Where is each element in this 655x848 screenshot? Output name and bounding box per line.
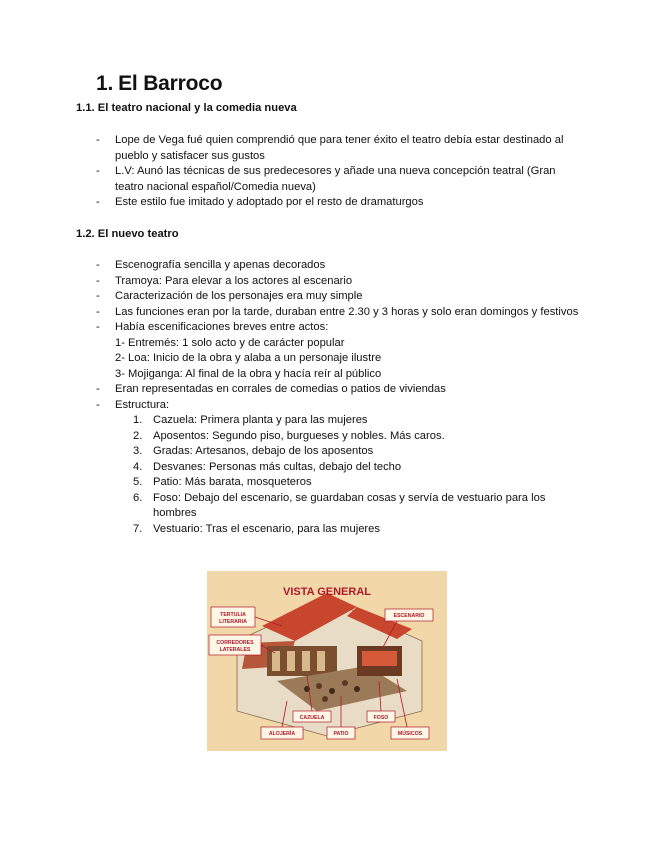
structure-item: 4. Desvanes: Personas más cultas, debajo del techo — [133, 460, 402, 473]
figure-title: VISTA GENERAL — [282, 586, 372, 598]
section-2-list — [96, 258, 586, 537]
section-2-title: 1.2. El nuevo teatro — [76, 228, 179, 240]
label-escenario: ESCENARIO — [393, 613, 425, 619]
structure-item: 3. Gradas: Artesanos, debajo de los aposentos — [133, 445, 374, 457]
label-alojeria: ALOJERÍA — [268, 731, 296, 737]
title-number: 1. — [96, 72, 114, 95]
list-item: - Las funciones eran por la tarde, duraban entre 2.30 y 3 horas y solo eran domingos y festivos — [96, 305, 579, 318]
list-item: - Estructura: 1. Cazuela: Primera planta y para las mujeres 2. Aposentos: Segundo piso, burgueses y nobles. Más caros. 3. Gradas: Artesanos, debajo de los aposentos 4. Desvanes: Personas más cultas, debajo del techo 5. Patio: Más barata, mosqueteros 6. Foso: Debajo del escenario, se guardaban cosas y servía de vestuario para los hombres 7. Vestuario: Tras el escenario, para las mujeres — [96, 398, 586, 538]
structure-item: 2. Aposentos: Segundo piso, burgueses y nobles. Más caros. — [133, 429, 445, 442]
list-item: - Escenografía sencilla y apenas decorados — [96, 259, 326, 271]
label-corredores-1: CORREDORES — [216, 640, 254, 646]
list-item: - Eran representadas en corrales de comedias o patios de viviendas — [96, 383, 446, 395]
label-foso: FOSO — [373, 715, 389, 721]
structure-item: 7. Vestuario: Tras el escenario, para las mujeres — [133, 522, 380, 535]
label-tertulia-2: LITERARIA — [219, 619, 247, 625]
structure-item: 1. Cazuela: Primera planta y para las mujeres — [133, 414, 368, 426]
label-patio: PATIO — [333, 731, 349, 737]
list-item: - Lope de Vega fué quien comprendió que para tener éxito el teatro debía estar destinado al pueblo y satisfacer sus gustos — [96, 134, 564, 162]
corral-illustration-svg — [207, 571, 447, 751]
list-item: - Este estilo fue imitado y adoptado por el resto de dramaturgos — [96, 196, 424, 208]
label-corredores-2: LATERALES — [219, 647, 251, 653]
act-loa: 2- Loa: Inicio de la obra y alaba a un personaje ilustre — [115, 352, 382, 364]
label-tertulia-1: TERTULIA — [220, 612, 246, 618]
act-mojiganga: 3- Mojiganga: Al final de la obra y hacía reír al público — [115, 367, 382, 380]
label-cazuela: CAZUELA — [299, 715, 325, 721]
list-item: - Caracterización de los personajes era muy simple — [96, 290, 363, 302]
list-item: - Había escenificaciones breves entre actos: 1- Entremés: 1 solo acto y de carácter popular 2- Loa: Inicio de la obra y alaba a un personaje ilustre 3- Mojiganga: Al final de la obra y hacía reír al público — [96, 320, 586, 382]
label-musicos: MÚSICOS — [397, 731, 423, 737]
corral-illustration — [207, 571, 447, 751]
structure-list — [115, 413, 586, 537]
list-item: - Tramoya: Para elevar a los actores al escenario — [96, 274, 353, 287]
list-item: - L.V: Aunó las técnicas de sus predecesores y añade una nueva concepción teatral (Gran teatro nacional español/Comedia nueva) — [96, 165, 556, 193]
page-title — [96, 72, 222, 96]
act-entremes: 1- Entremés: 1 solo acto y de carácter popular — [115, 336, 345, 349]
structure-item: 6. Foso: Debajo del escenario, se guardaban cosas y servía de vestuario para los hombres — [133, 491, 546, 519]
structure-item: 5. Patio: Más barata, mosqueteros — [133, 476, 312, 488]
section-1-title: 1.1. El teatro nacional y la comedia nueva — [76, 102, 297, 114]
section-1-list — [96, 133, 586, 211]
title-text: El Barroco — [118, 72, 223, 95]
